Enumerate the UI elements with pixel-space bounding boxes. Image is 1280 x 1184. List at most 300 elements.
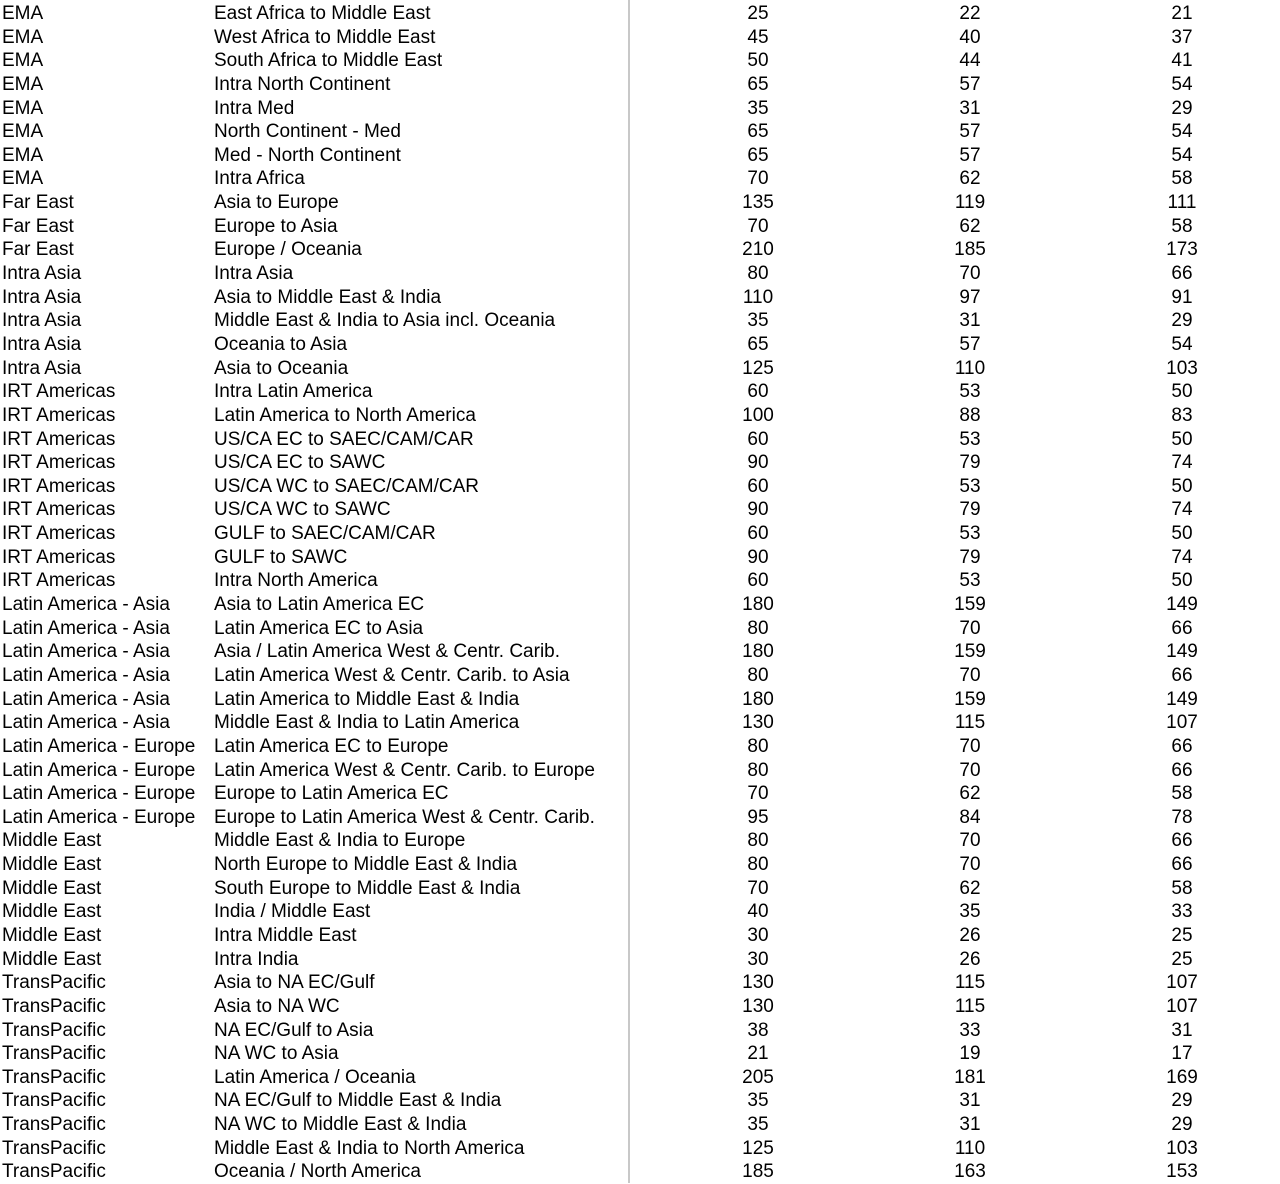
trade-lane-cell: Latin America to Middle East & India — [214, 688, 520, 710]
value-cell-2: 79 — [959, 546, 981, 568]
value-cell-2: 159 — [954, 688, 986, 710]
table-row — [0, 900, 1280, 924]
table-row — [0, 759, 1280, 783]
value-cell-2: 31 — [959, 310, 981, 332]
trade-lane-cell: South Europe to Middle East & India — [214, 877, 521, 899]
table-row — [0, 546, 1280, 570]
region-cell: Latin America - Europe — [2, 806, 196, 828]
value-cell-3: 66 — [1171, 263, 1193, 285]
table-row — [0, 1137, 1280, 1161]
table-row — [0, 26, 1280, 50]
value-cell-3: 149 — [1166, 641, 1198, 663]
trade-lane-cell: Med - North Continent — [214, 144, 401, 166]
table-row — [0, 735, 1280, 759]
value-cell-2: 31 — [959, 1114, 981, 1136]
value-cell-2: 33 — [959, 1019, 981, 1041]
trade-lane-cell: Latin America / Oceania — [214, 1066, 416, 1088]
trade-lane-cell: Intra Middle East — [214, 924, 357, 946]
table-row — [0, 2, 1280, 26]
region-cell: IRT Americas — [2, 499, 116, 521]
region-cell: TransPacific — [2, 1066, 106, 1088]
trade-lane-cell: NA EC/Gulf to Middle East & India — [214, 1090, 502, 1112]
value-cell-3: 66 — [1171, 735, 1193, 757]
value-cell-1: 65 — [747, 121, 769, 143]
value-cell-2: 79 — [959, 452, 981, 474]
trade-lane-cell: Asia to Middle East & India — [214, 286, 442, 308]
region-cell: TransPacific — [2, 1137, 106, 1159]
value-cell-1: 180 — [742, 594, 774, 616]
trade-lane-cell: Asia to Oceania — [214, 357, 349, 379]
value-cell-3: 74 — [1171, 499, 1193, 521]
value-cell-3: 58 — [1171, 168, 1193, 190]
trade-lane-cell: Latin America EC to Europe — [214, 735, 449, 757]
value-cell-1: 80 — [747, 664, 769, 686]
region-cell: EMA — [2, 144, 44, 166]
trade-lane-cell: Europe to Latin America EC — [214, 783, 449, 805]
region-cell: IRT Americas — [2, 381, 116, 403]
value-cell-2: 110 — [954, 1137, 986, 1159]
value-cell-3: 103 — [1166, 357, 1198, 379]
value-cell-2: 70 — [959, 617, 981, 639]
trade-lane-cell: Asia / Latin America West & Centr. Carib. — [214, 641, 561, 663]
value-cell-2: 115 — [954, 972, 986, 994]
value-cell-1: 65 — [747, 333, 769, 355]
table-row — [0, 617, 1280, 641]
value-cell-3: 17 — [1171, 1043, 1193, 1065]
value-cell-3: 25 — [1171, 924, 1193, 946]
value-cell-3: 29 — [1171, 1114, 1193, 1136]
value-cell-2: 53 — [959, 570, 981, 592]
value-cell-2: 26 — [959, 924, 981, 946]
value-cell-1: 90 — [747, 452, 769, 474]
value-cell-2: 185 — [954, 239, 986, 261]
value-cell-1: 70 — [747, 783, 769, 805]
value-cell-3: 107 — [1166, 995, 1198, 1017]
value-cell-1: 185 — [742, 1161, 774, 1183]
region-cell: EMA — [2, 26, 44, 48]
trade-lane-cell: Asia to Europe — [214, 192, 339, 214]
table-row — [0, 451, 1280, 475]
trade-lane-cell: North Continent - Med — [214, 121, 401, 143]
trade-lane-cell: NA WC to Asia — [214, 1043, 339, 1065]
region-cell: Far East — [2, 215, 74, 237]
value-cell-1: 65 — [747, 144, 769, 166]
table-row — [0, 286, 1280, 310]
table-row — [0, 853, 1280, 877]
value-cell-1: 65 — [747, 73, 769, 95]
region-cell: Far East — [2, 192, 74, 214]
value-cell-2: 22 — [959, 3, 981, 24]
value-cell-3: 50 — [1171, 428, 1193, 450]
region-cell: Intra Asia — [2, 310, 82, 332]
value-cell-3: 107 — [1166, 972, 1198, 994]
region-cell: IRT Americas — [2, 546, 116, 568]
table-row — [0, 1160, 1280, 1184]
trade-lane-cell: US/CA EC to SAEC/CAM/CAR — [214, 428, 474, 450]
region-cell: Latin America - Asia — [2, 688, 170, 710]
value-cell-1: 205 — [742, 1066, 774, 1088]
value-cell-1: 95 — [747, 806, 769, 828]
trade-lane-cell: Asia to NA EC/Gulf — [214, 972, 375, 994]
value-cell-3: 74 — [1171, 546, 1193, 568]
value-cell-3: 111 — [1167, 192, 1197, 214]
trade-lane-cell: Oceania to Asia — [214, 333, 348, 355]
trade-lane-cell: West Africa to Middle East — [214, 26, 436, 48]
trade-lane-cell: GULF to SAEC/CAM/CAR — [214, 523, 436, 545]
value-cell-2: 57 — [959, 73, 981, 95]
value-cell-3: 149 — [1166, 688, 1198, 710]
value-cell-1: 60 — [747, 475, 769, 497]
region-cell: Intra Asia — [2, 357, 82, 379]
value-cell-3: 37 — [1171, 26, 1193, 48]
value-cell-3: 103 — [1166, 1137, 1198, 1159]
value-cell-1: 80 — [747, 617, 769, 639]
value-cell-1: 60 — [747, 570, 769, 592]
value-cell-1: 135 — [742, 192, 774, 214]
value-cell-2: 26 — [959, 948, 981, 970]
region-cell: Latin America - Europe — [2, 735, 196, 757]
table-row — [0, 120, 1280, 144]
value-cell-2: 53 — [959, 475, 981, 497]
table-row — [0, 238, 1280, 262]
value-cell-2: 115 — [954, 995, 986, 1017]
value-cell-1: 70 — [747, 168, 769, 190]
value-cell-2: 70 — [959, 664, 981, 686]
table-row — [0, 97, 1280, 121]
value-cell-3: 149 — [1166, 594, 1198, 616]
value-cell-2: 84 — [959, 806, 981, 828]
value-cell-1: 60 — [747, 523, 769, 545]
trade-lane-cell: North Europe to Middle East & India — [214, 854, 518, 876]
value-cell-2: 53 — [959, 523, 981, 545]
region-cell: TransPacific — [2, 1090, 106, 1112]
trade-lane-cell: Intra North Continent — [214, 73, 391, 95]
region-cell: TransPacific — [2, 972, 106, 994]
trade-lane-cell: Latin America EC to Asia — [214, 617, 424, 639]
value-cell-1: 80 — [747, 759, 769, 781]
table-row — [0, 309, 1280, 333]
value-cell-1: 130 — [742, 972, 774, 994]
trade-lane-cell: Europe to Latin America West & Centr. Carib. — [214, 806, 595, 828]
value-cell-3: 66 — [1171, 830, 1193, 852]
table-row — [0, 593, 1280, 617]
table-row — [0, 380, 1280, 404]
trade-lane-cell: India / Middle East — [214, 901, 371, 923]
value-cell-3: 66 — [1171, 664, 1193, 686]
trade-lane-cell: Middle East & India to Latin America — [214, 712, 520, 734]
table-row — [0, 73, 1280, 97]
value-cell-1: 35 — [747, 310, 769, 332]
value-cell-2: 79 — [959, 499, 981, 521]
table-row — [0, 829, 1280, 853]
table-row — [0, 404, 1280, 428]
value-cell-3: 83 — [1171, 404, 1193, 426]
value-cell-2: 62 — [959, 877, 981, 899]
value-cell-2: 62 — [959, 168, 981, 190]
value-cell-2: 70 — [959, 263, 981, 285]
region-cell: Intra Asia — [2, 263, 82, 285]
value-cell-1: 180 — [742, 641, 774, 663]
value-cell-2: 110 — [954, 357, 986, 379]
value-cell-3: 54 — [1171, 333, 1193, 355]
region-cell: Latin America - Europe — [2, 783, 196, 805]
trade-lane-cell: Middle East & India to North America — [214, 1137, 525, 1159]
region-cell: EMA — [2, 73, 44, 95]
region-cell: Middle East — [2, 854, 102, 876]
value-cell-2: 115 — [954, 712, 986, 734]
table-row — [0, 782, 1280, 806]
region-cell: IRT Americas — [2, 570, 116, 592]
value-cell-2: 97 — [959, 286, 981, 308]
table-row — [0, 475, 1280, 499]
value-cell-2: 53 — [959, 428, 981, 450]
trade-lane-cell: East Africa to Middle East — [214, 3, 431, 24]
table-row — [0, 640, 1280, 664]
trade-lane-cell: Latin America to North America — [214, 404, 476, 426]
value-cell-2: 19 — [959, 1043, 981, 1065]
trade-lane-cell: Intra India — [214, 948, 299, 970]
region-cell: IRT Americas — [2, 428, 116, 450]
value-cell-2: 181 — [954, 1066, 986, 1088]
trade-lane-cell: Asia to Latin America EC — [214, 594, 425, 616]
value-cell-3: 58 — [1171, 783, 1193, 805]
trade-lane-cell: US/CA EC to SAWC — [214, 452, 386, 474]
region-cell: Middle East — [2, 924, 102, 946]
value-cell-1: 30 — [747, 924, 769, 946]
value-cell-2: 163 — [954, 1161, 986, 1183]
table-row — [0, 995, 1280, 1019]
rates-table — [0, 2, 1280, 1184]
value-cell-2: 70 — [959, 830, 981, 852]
value-cell-3: 58 — [1171, 877, 1193, 899]
value-cell-3: 41 — [1171, 50, 1193, 72]
trade-lane-cell: Intra Med — [214, 97, 295, 119]
region-cell: Middle East — [2, 877, 102, 899]
region-cell: TransPacific — [2, 1161, 106, 1183]
region-cell: Middle East — [2, 901, 102, 923]
value-cell-2: 62 — [959, 783, 981, 805]
value-cell-1: 35 — [747, 97, 769, 119]
table-row — [0, 49, 1280, 73]
value-cell-1: 180 — [742, 688, 774, 710]
table-row — [0, 167, 1280, 191]
trade-lane-cell: Intra Asia — [214, 263, 294, 285]
trade-lane-cell: Intra North America — [214, 570, 378, 592]
region-cell: IRT Americas — [2, 452, 116, 474]
value-cell-1: 80 — [747, 263, 769, 285]
region-cell: Latin America - Asia — [2, 641, 170, 663]
region-cell: EMA — [2, 97, 44, 119]
value-cell-2: 44 — [959, 50, 981, 72]
table-row — [0, 333, 1280, 357]
value-cell-3: 58 — [1171, 215, 1193, 237]
value-cell-3: 21 — [1171, 3, 1193, 24]
value-cell-1: 21 — [747, 1043, 769, 1065]
table-row — [0, 688, 1280, 712]
value-cell-3: 169 — [1166, 1066, 1198, 1088]
value-cell-2: 119 — [954, 192, 986, 214]
table-row — [0, 262, 1280, 286]
table-row — [0, 498, 1280, 522]
region-cell: Middle East — [2, 830, 102, 852]
table-row — [0, 806, 1280, 830]
value-cell-1: 50 — [747, 50, 769, 72]
value-cell-2: 35 — [959, 901, 981, 923]
trade-lane-cell: Latin America West & Centr. Carib. to Asia — [214, 664, 570, 686]
region-cell: TransPacific — [2, 1019, 106, 1041]
region-cell: EMA — [2, 3, 44, 24]
value-cell-1: 90 — [747, 546, 769, 568]
value-cell-1: 80 — [747, 735, 769, 757]
region-cell: Latin America - Asia — [2, 617, 170, 639]
table-row — [0, 215, 1280, 239]
value-cell-2: 40 — [959, 26, 981, 48]
table-row — [0, 1066, 1280, 1090]
value-cell-3: 31 — [1171, 1019, 1193, 1041]
value-cell-1: 90 — [747, 499, 769, 521]
value-cell-1: 70 — [747, 877, 769, 899]
value-cell-1: 130 — [742, 712, 774, 734]
value-cell-1: 35 — [747, 1090, 769, 1112]
value-cell-3: 91 — [1171, 286, 1193, 308]
trade-lane-cell: Latin America West & Centr. Carib. to Europe — [214, 759, 595, 781]
table-row — [0, 1042, 1280, 1066]
value-cell-3: 50 — [1171, 475, 1193, 497]
value-cell-1: 125 — [742, 357, 774, 379]
table-row — [0, 569, 1280, 593]
trade-lane-cell: NA EC/Gulf to Asia — [214, 1019, 374, 1041]
value-cell-2: 70 — [959, 759, 981, 781]
value-cell-1: 80 — [747, 854, 769, 876]
value-cell-1: 110 — [742, 286, 774, 308]
table-row — [0, 1019, 1280, 1043]
table-row — [0, 191, 1280, 215]
value-cell-3: 173 — [1166, 239, 1198, 261]
value-cell-2: 88 — [959, 404, 981, 426]
value-cell-1: 30 — [747, 948, 769, 970]
region-cell: TransPacific — [2, 995, 106, 1017]
value-cell-3: 78 — [1171, 806, 1193, 828]
region-cell: Intra Asia — [2, 286, 82, 308]
trade-lane-cell: Europe / Oceania — [214, 239, 362, 261]
table-row — [0, 1089, 1280, 1113]
value-cell-1: 100 — [742, 404, 774, 426]
value-cell-3: 74 — [1171, 452, 1193, 474]
value-cell-1: 125 — [742, 1137, 774, 1159]
value-cell-2: 159 — [954, 641, 986, 663]
value-cell-3: 54 — [1171, 121, 1193, 143]
region-cell: EMA — [2, 50, 44, 72]
value-cell-3: 50 — [1171, 570, 1193, 592]
region-cell: Intra Asia — [2, 333, 82, 355]
value-cell-1: 130 — [742, 995, 774, 1017]
region-cell: Latin America - Europe — [2, 759, 196, 781]
region-cell: EMA — [2, 168, 44, 190]
table-row — [0, 1113, 1280, 1137]
table-row — [0, 522, 1280, 546]
value-cell-1: 40 — [747, 901, 769, 923]
table-row — [0, 711, 1280, 735]
value-cell-3: 50 — [1171, 523, 1193, 545]
trade-lane-cell: Europe to Asia — [214, 215, 338, 237]
region-cell: IRT Americas — [2, 404, 116, 426]
trade-lane-cell: Intra Latin America — [214, 381, 373, 403]
value-cell-2: 31 — [959, 97, 981, 119]
value-cell-2: 57 — [959, 121, 981, 143]
region-cell: IRT Americas — [2, 475, 116, 497]
value-cell-3: 66 — [1171, 854, 1193, 876]
value-cell-2: 53 — [959, 381, 981, 403]
trade-lane-cell: NA WC to Middle East & India — [214, 1114, 467, 1136]
value-cell-2: 57 — [959, 144, 981, 166]
value-cell-1: 60 — [747, 428, 769, 450]
region-cell: Latin America - Asia — [2, 712, 170, 734]
value-cell-1: 80 — [747, 830, 769, 852]
value-cell-2: 31 — [959, 1090, 981, 1112]
trade-lane-cell: South Africa to Middle East — [214, 50, 443, 72]
value-cell-2: 159 — [954, 594, 986, 616]
value-cell-3: 50 — [1171, 381, 1193, 403]
region-cell: Far East — [2, 239, 74, 261]
value-cell-1: 210 — [742, 239, 774, 261]
trade-lane-cell: Middle East & India to Asia incl. Oceania — [214, 310, 556, 332]
trade-lane-cell: US/CA WC to SAEC/CAM/CAR — [214, 475, 479, 497]
value-cell-3: 25 — [1171, 948, 1193, 970]
value-cell-2: 62 — [959, 215, 981, 237]
trade-lane-cell: GULF to SAWC — [214, 546, 348, 568]
value-cell-1: 70 — [747, 215, 769, 237]
trade-lane-cell: Middle East & India to Europe — [214, 830, 466, 852]
value-cell-2: 57 — [959, 333, 981, 355]
trade-lane-cell: US/CA WC to SAWC — [214, 499, 391, 521]
table-row — [0, 357, 1280, 381]
value-cell-1: 45 — [747, 26, 769, 48]
trade-lane-cell: Oceania / North America — [214, 1161, 421, 1183]
table-row — [0, 144, 1280, 168]
value-cell-3: 153 — [1166, 1161, 1198, 1183]
value-cell-1: 38 — [747, 1019, 769, 1041]
value-cell-3: 54 — [1171, 144, 1193, 166]
value-cell-3: 66 — [1171, 759, 1193, 781]
value-cell-3: 29 — [1171, 310, 1193, 332]
table-row — [0, 948, 1280, 972]
table-row — [0, 877, 1280, 901]
region-cell: IRT Americas — [2, 523, 116, 545]
table-row — [0, 971, 1280, 995]
value-cell-3: 54 — [1171, 73, 1193, 95]
value-cell-1: 60 — [747, 381, 769, 403]
region-cell: Middle East — [2, 948, 102, 970]
region-cell: Latin America - Asia — [2, 594, 170, 616]
value-cell-2: 70 — [959, 854, 981, 876]
table-row — [0, 428, 1280, 452]
value-cell-3: 66 — [1171, 617, 1193, 639]
value-cell-3: 107 — [1166, 712, 1198, 734]
table-row — [0, 664, 1280, 688]
trade-lane-cell: Intra Africa — [214, 168, 305, 190]
table-row — [0, 924, 1280, 948]
value-cell-1: 25 — [747, 3, 769, 24]
region-cell: TransPacific — [2, 1043, 106, 1065]
region-cell: Latin America - Asia — [2, 664, 170, 686]
region-cell: EMA — [2, 121, 44, 143]
value-cell-3: 29 — [1171, 97, 1193, 119]
value-cell-1: 35 — [747, 1114, 769, 1136]
region-cell: TransPacific — [2, 1114, 106, 1136]
trade-lane-cell: Asia to NA WC — [214, 995, 340, 1017]
value-cell-3: 29 — [1171, 1090, 1193, 1112]
value-cell-3: 33 — [1171, 901, 1193, 923]
